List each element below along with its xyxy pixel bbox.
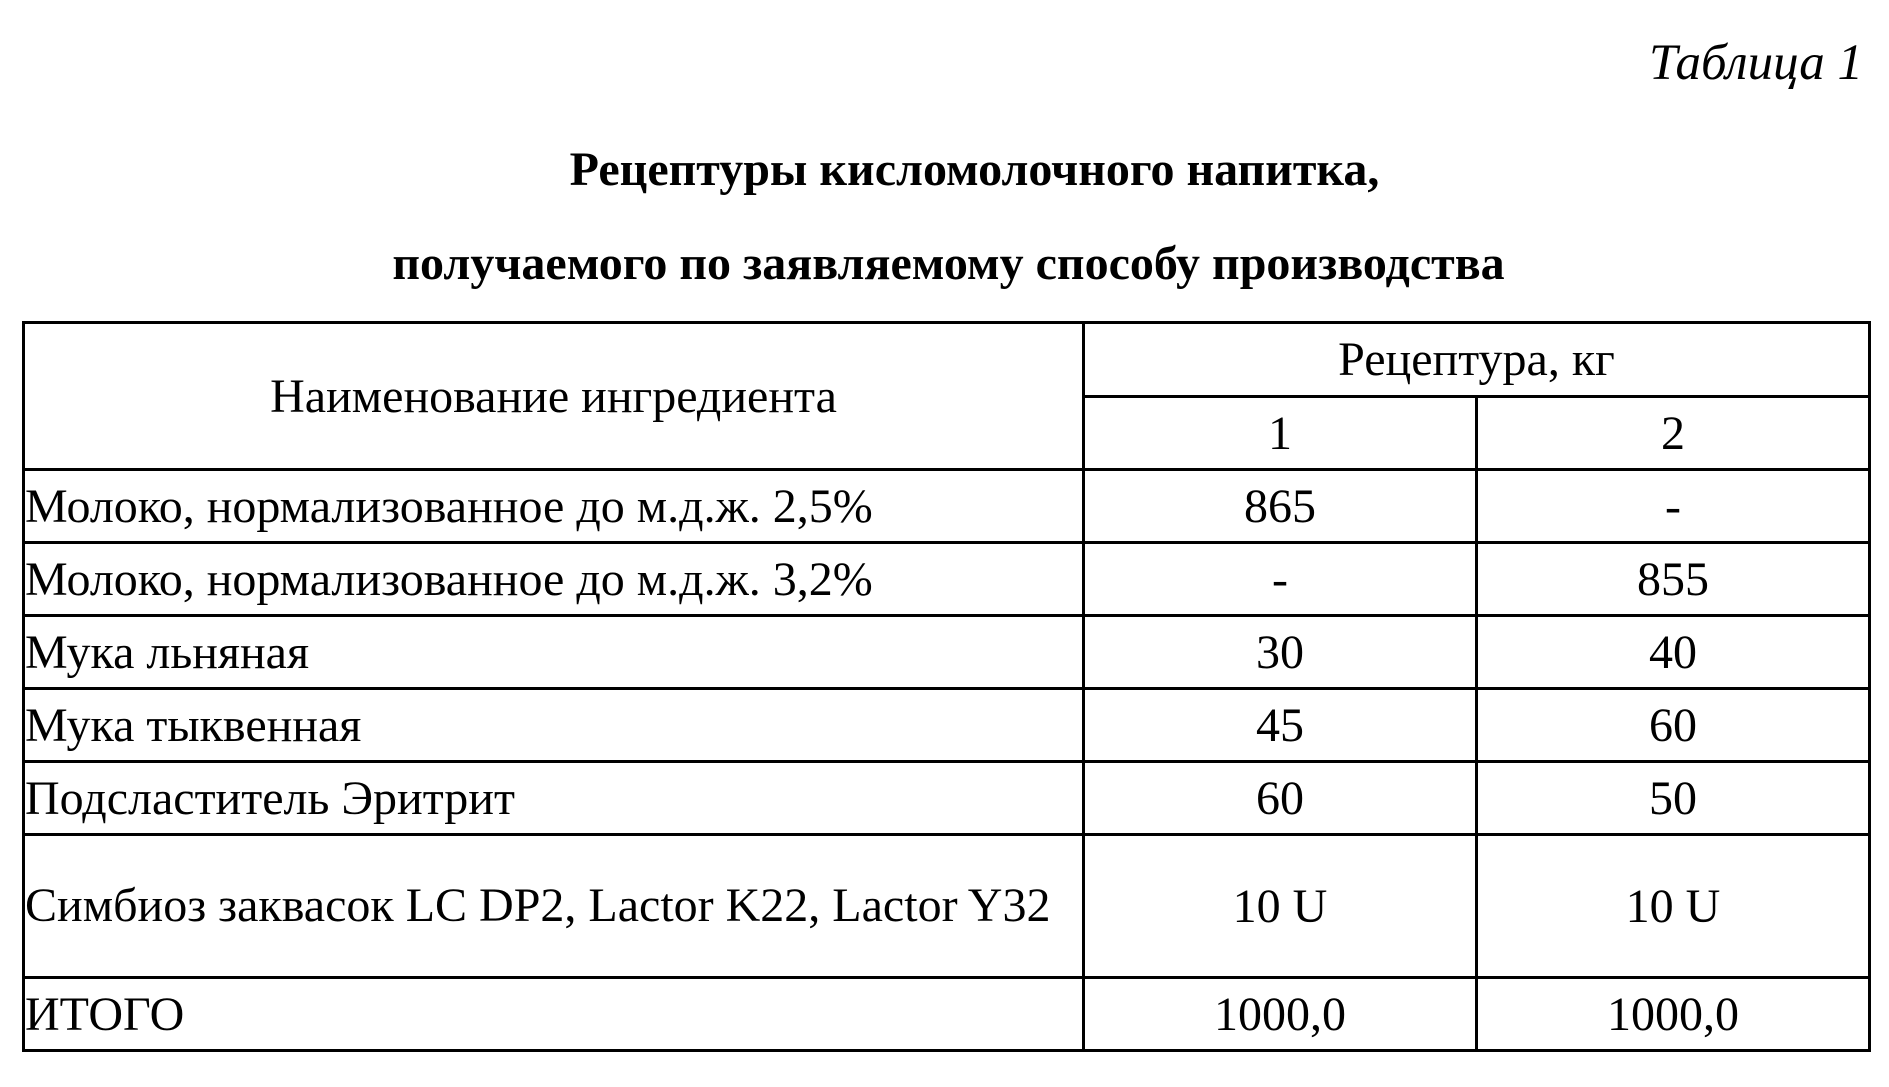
recipe-1-total: 1000,0: [1084, 978, 1477, 1051]
ingredient-name: Мука льняная: [24, 616, 1084, 689]
ingredient-name: Молоко, нормализованное до м.д.ж. 2,5%: [24, 470, 1084, 543]
table-row: [24, 689, 1870, 762]
table-row: [24, 470, 1870, 543]
table-title-line-1: Рецептуры кисломолочного напитка,: [569, 143, 1380, 196]
recipe-1-value: 865: [1084, 470, 1477, 543]
table-title-line-2: получаемого по заявляемому способу производства: [392, 237, 1505, 290]
table-header-row: [24, 323, 1870, 397]
recipe-2-value: 40: [1477, 616, 1870, 689]
header-ingredient-name: Наименование ингредиента: [24, 323, 1084, 470]
recipe-1-value: -: [1084, 543, 1477, 616]
ingredient-name: Подсластитель Эритрит: [24, 762, 1084, 835]
header-recipe-2: 2: [1477, 397, 1870, 470]
table-row: [24, 762, 1870, 835]
recipe-2-value: 10 U: [1477, 835, 1870, 978]
table-row: [24, 543, 1870, 616]
table-caption: Таблица 1: [1648, 35, 1863, 91]
recipe-1-value: 30: [1084, 616, 1477, 689]
recipe-2-value: 60: [1477, 689, 1870, 762]
recipe-2-value: -: [1477, 470, 1870, 543]
recipe-1-value: 45: [1084, 689, 1477, 762]
recipe-2-value: 855: [1477, 543, 1870, 616]
header-recipe-group: Рецептура, кг: [1084, 323, 1870, 397]
total-label: ИТОГО: [24, 978, 1084, 1051]
ingredient-name: Мука тыквенная: [24, 689, 1084, 762]
header-recipe-1: 1: [1084, 397, 1477, 470]
recipe-1-value: 60: [1084, 762, 1477, 835]
recipes-table: [22, 321, 1871, 1052]
table-row: [24, 835, 1870, 978]
recipe-2-value: 50: [1477, 762, 1870, 835]
table-total-row: [24, 978, 1870, 1051]
recipe-1-value: 10 U: [1084, 835, 1477, 978]
ingredient-name: Симбиоз заквасок LC DP2, Lactor K22, Lactor Y32: [24, 835, 1084, 978]
recipe-2-total: 1000,0: [1477, 978, 1870, 1051]
ingredient-name: Молоко, нормализованное до м.д.ж. 3,2%: [24, 543, 1084, 616]
table-row: [24, 616, 1870, 689]
